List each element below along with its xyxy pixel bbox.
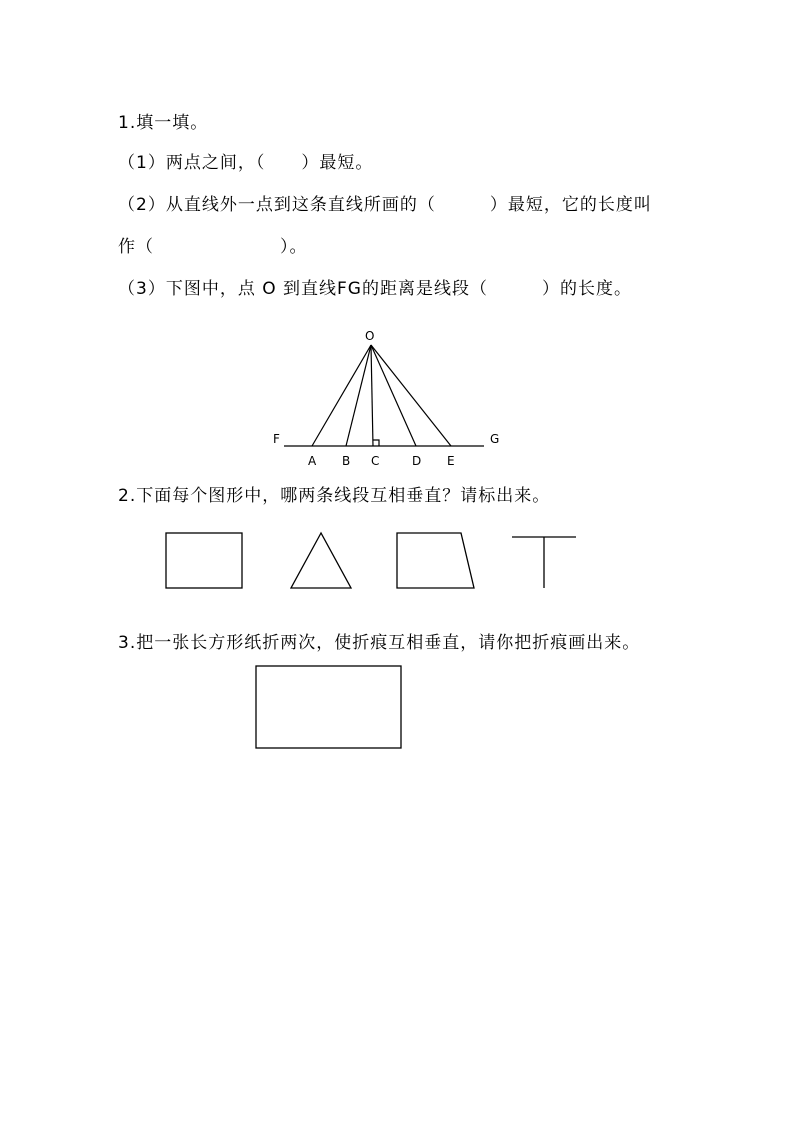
label-o: O xyxy=(365,329,375,343)
segment-od xyxy=(371,345,416,446)
label-e: E xyxy=(447,454,455,468)
shape-trapezoid xyxy=(397,533,474,588)
segment-oa xyxy=(312,345,371,446)
label-g: G xyxy=(490,432,500,446)
label-d: D xyxy=(412,454,422,468)
q2-title: 2.下面每个图形中，哪两条线段互相垂直？请标出来。 xyxy=(118,486,551,506)
label-b: B xyxy=(342,454,351,468)
segment-oe xyxy=(371,345,451,446)
point-line-distance-figure xyxy=(284,345,484,446)
label-f: F xyxy=(273,432,280,446)
q1-part2-line2: 作（ ）。 xyxy=(118,237,308,257)
right-angle-mark xyxy=(373,440,379,446)
q1-part3: （3）下图中，点 O 到直线FG的距离是线段（ ）的长度。 xyxy=(118,279,632,299)
paper-rectangle xyxy=(256,666,401,748)
q1-part2-line1: （2）从直线外一点到这条直线所画的（ ）最短，它的长度叫 xyxy=(118,195,652,215)
q1-part1: （1）两点之间，（ ）最短。 xyxy=(118,153,374,173)
label-a: A xyxy=(308,454,317,468)
q3-title: 3.把一张长方形纸折两次，使折痕互相垂直，请你把折痕画出来。 xyxy=(118,633,641,653)
q1-title: 1.填一填。 xyxy=(118,113,209,133)
segment-ob xyxy=(346,345,371,446)
segment-oc xyxy=(371,345,373,446)
shape-triangle xyxy=(291,533,351,588)
shape-rectangle xyxy=(166,533,242,588)
label-c: C xyxy=(371,454,380,468)
